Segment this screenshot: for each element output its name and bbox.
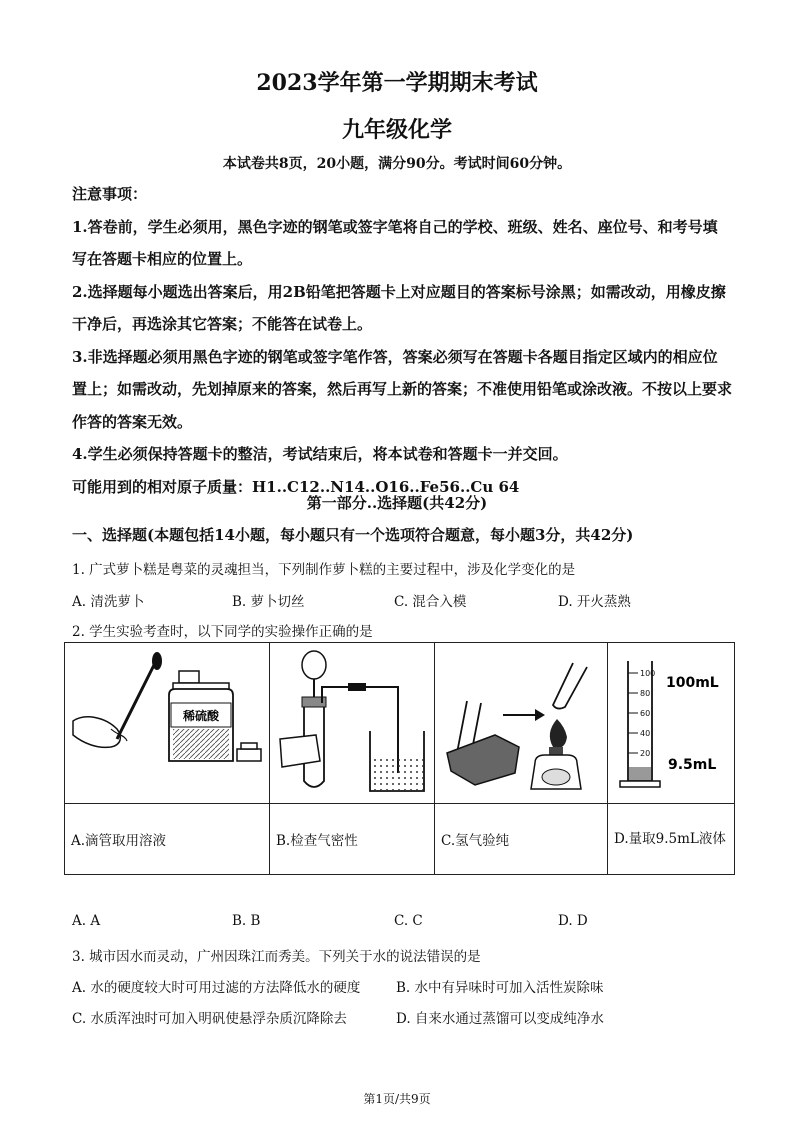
airtightness-figure: [270, 643, 434, 803]
note-item-4: 4.学生必须保持答题卡的整洁，考试结束后，将本试卷和答题卡一并交回。: [72, 445, 568, 463]
q2-caption-d: D.量取9.5mL液体: [608, 804, 735, 875]
cylinder-volume-label: 9.5mL: [668, 757, 717, 773]
q2-caption-a: A.滴管取用溶液: [65, 804, 270, 875]
q3-option-a[interactable]: A. 水的硬度较大时可用过滤的方法降低水的硬度: [72, 980, 361, 996]
tick-40: 40: [640, 729, 651, 738]
note-item-2: 2.选择题每小题选出答案后，用2B铅笔把答题卡上对应题目的答案标号涂黑；如需改动，用橡皮擦干净后，再选涂其它答案；不能答在试卷上。: [72, 282, 726, 333]
q2-option-b[interactable]: B. B: [232, 913, 261, 929]
q3-options-row1: [72, 976, 732, 996]
hydrogen-test-figure: [435, 643, 607, 803]
q2-experiment-table: [64, 642, 735, 875]
tick-60: 60: [640, 709, 651, 718]
atomic-mass-note: 可能用到的相对原子质量：H1..C12..N14..O16..Fe56..Cu 64: [72, 477, 520, 496]
exam-info: 本试卷共8页，20小题，满分90分。考试时间60分钟。: [222, 156, 572, 172]
notes-heading: 注意事项：: [72, 185, 148, 203]
q2-option-a[interactable]: A. A: [72, 913, 101, 929]
note-item-1: 1.答卷前，学生必须用，黑色字迹的钢笔或签字笔将自己的学校、班级、姓名、座位号、和考号填写在答题卡相应的位置上。: [72, 217, 718, 268]
part1-title: 第一部分..选择题(共42分): [306, 494, 488, 512]
q2-figure-d: [608, 643, 735, 804]
exam-subtitle: 九年级化学: [341, 117, 452, 143]
q1-options: [72, 590, 732, 610]
tick-80: 80: [640, 689, 651, 698]
page-footer: 第1页/共9页: [363, 1092, 431, 1106]
notes-section: [72, 178, 732, 503]
graduated-cylinder-figure: [608, 643, 734, 803]
q1-option-b[interactable]: B. 萝卜切丝: [232, 594, 305, 610]
q1-option-c[interactable]: C. 混合入模: [394, 594, 467, 610]
exam-title: 2023学年第一学期期末考试: [256, 70, 538, 96]
q1-option-d[interactable]: D. 开火蒸熟: [558, 594, 631, 610]
q2-caption-c: C.氢气验纯: [435, 804, 608, 875]
bottle-label: 稀硫酸: [182, 709, 220, 723]
section1-title: 一、选择题(本题包括14小题，每小题只有一个选项符合题意，每小题3分，共42分): [72, 526, 634, 544]
q2-caption-b: B.检查气密性: [270, 804, 435, 875]
cylinder-capacity-label: 100mL: [666, 675, 719, 691]
q2-figure-a: [65, 643, 270, 804]
q1-option-a[interactable]: A. 清洗萝卜: [72, 594, 145, 610]
q2-options: [72, 913, 732, 933]
tick-20: 20: [640, 749, 651, 758]
q1-stem: 1. 广式萝卜糕是粤菜的灵魂担当，下列制作萝卜糕的主要过程中，涉及化学变化的是: [72, 562, 576, 578]
q2-option-d[interactable]: D. D: [558, 913, 588, 929]
tick-100: 100: [640, 669, 656, 678]
q3-option-c[interactable]: C. 水质浑浊时可加入明矾使悬浮杂质沉降除去: [72, 1011, 347, 1027]
q3-options-row2: [72, 1007, 732, 1027]
q2-figure-b: [270, 643, 435, 804]
q3-option-d[interactable]: D. 自来水通过蒸馏可以变成纯净水: [396, 1011, 604, 1027]
q3-option-b[interactable]: B. 水中有异味时可加入活性炭除味: [396, 980, 604, 996]
dropper-bottle-figure: [65, 643, 269, 803]
q2-figure-c: [435, 643, 608, 804]
note-item-3: 3.非选择题必须用黑色字迹的钢笔或签字笔作答，答案必须写在答题卡各题目指定区域内的相应位置上；如需改动，先划掉原来的答案，然后再写上新的答案；不准使用铅笔或涂改液。不按以上要求作答的答案无效。: [72, 347, 733, 431]
q3-stem: 3. 城市因水而灵动，广州因珠江而秀美。下列关于水的说法错误的是: [72, 949, 481, 965]
q2-stem: 2. 学生实验考查时，以下同学的实验操作正确的是: [72, 624, 373, 640]
q2-option-c[interactable]: C. C: [394, 913, 423, 929]
